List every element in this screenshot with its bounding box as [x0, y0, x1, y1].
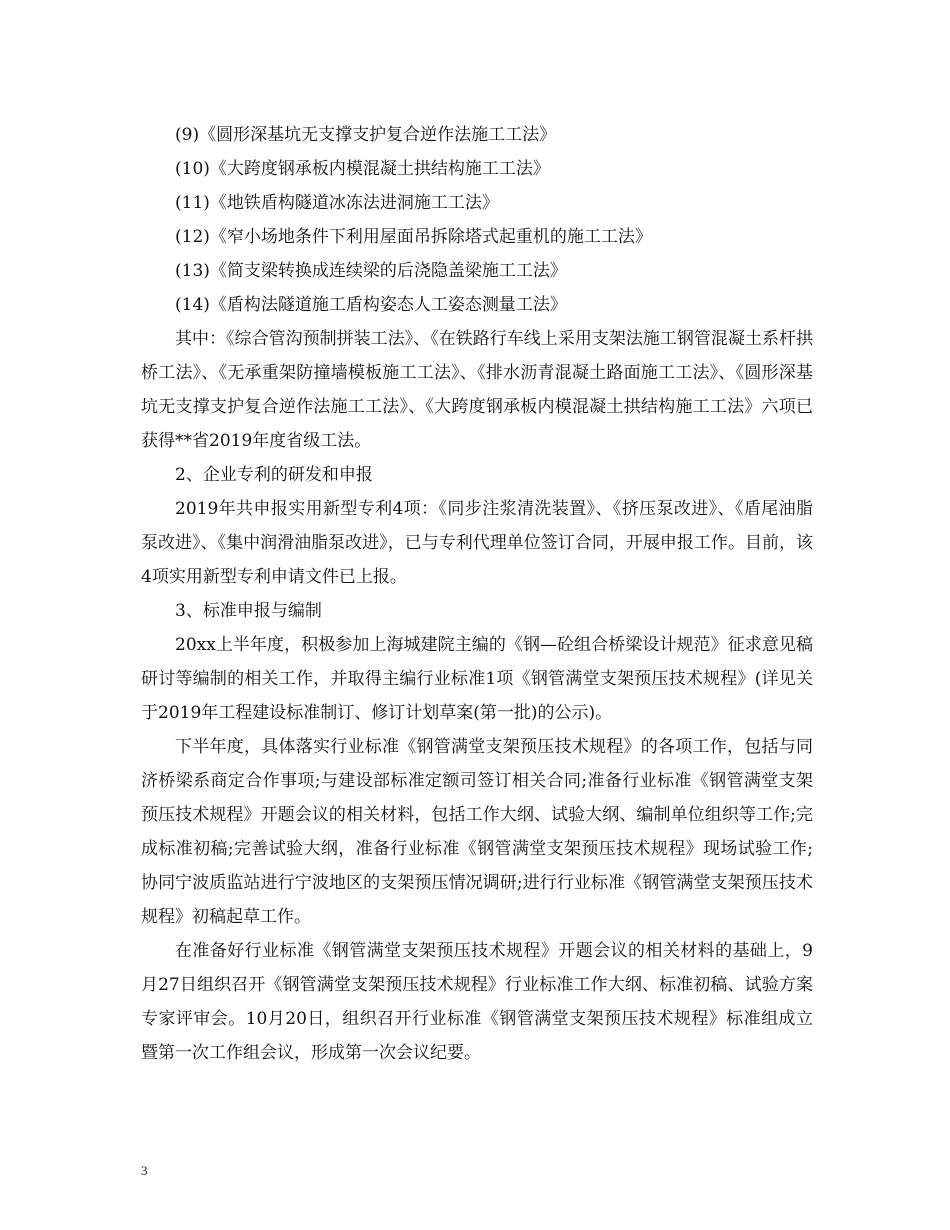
page-number: 3	[141, 1163, 148, 1178]
paragraph-review-meetings: 在准备好行业标准《钢管满堂支架预压技术规程》开题会议的相关材料的基础上，9月27日组织召开《钢管满堂支架预压技术规程》行业标准工作大纲、标准初稿、试验方案专家评审会。10月20日，组织召开行业标准《钢管满堂支架预压技术规程》标准组成立暨第一次工作组会议，形成第一次会议纪要。	[141, 941, 813, 1063]
paragraph-standards-first-half: 20xx上半年度，积极参加上海城建院主编的《钢—砼组合桥梁设计规范》征求意见稿研讨等编制的相关工作，并取得主编行业标准1项《钢管满堂支架预压技术规程》(详见关于2019年工程建设标准制订、修订计划草案(第一批)的公示)。	[141, 635, 813, 723]
list-item: (12)《窄小场地条件下利用屋面吊拆除塔式起重机的施工工法》	[175, 227, 652, 247]
document-body	[141, 118, 813, 1070]
paragraph-awarded-methods: 其中：《综合管沟预制拼装工法》、《在铁路行车线上采用支架法施工钢管混凝土系杆拱桥工法》、《无承重架防撞墙模板施工工法》、《排水沥青混凝土路面施工工法》、《圆形深基坑无支撑支护复合逆作法施工工法》、《大跨度钢承板内模混凝土拱结构施工工法》六项已获得**省2019年度省级工法。	[141, 329, 813, 451]
list-item: (9)《圆形深基坑无支撑支护复合逆作法施工工法》	[175, 125, 557, 145]
section-heading-standards: 3、标准申报与编制	[175, 601, 322, 621]
list-item: (13)《简支梁转换成连续梁的后浇隐盖梁施工工法》	[175, 261, 567, 281]
paragraph-standards-second-half: 下半年度，具体落实行业标准《钢管满堂支架预压技术规程》的各项工作，包括与同济桥梁系商定合作事项;与建设部标准定额司签订相关合同;准备行业标准《钢管满堂支架预压技术规程》开题会议的相关材料，包括工作大纲、试验大纲、编制单位组织等工作;完成标准初稿;完善试验大纲，准备行业标准《钢管满堂支架预压技术规程》现场试验工作;协同宁波质监站进行宁波地区的支架预压情况调研;进行行业标准《钢管满堂支架预压技术规程》初稿起草工作。	[141, 737, 813, 927]
paragraph-patents: 2019年共申报实用新型专利4项：《同步注浆清洗装置》、《挤压泵改进》、《盾尾油脂泵改进》、《集中润滑油脂泵改进》，已与专利代理单位签订合同，开展申报工作。目前，该4项实用新型专利申请文件已上报。	[141, 499, 813, 587]
section-heading-patents: 2、企业专利的研发和申报	[175, 465, 373, 485]
list-item: (14)《盾构法隧道施工盾构姿态人工姿态测量工法》	[175, 295, 567, 315]
list-item: (11)《地铁盾构隧道冰冻法进洞施工工法》	[175, 193, 499, 213]
list-item: (10)《大跨度钢承板内模混凝土拱结构施工工法》	[175, 159, 550, 179]
